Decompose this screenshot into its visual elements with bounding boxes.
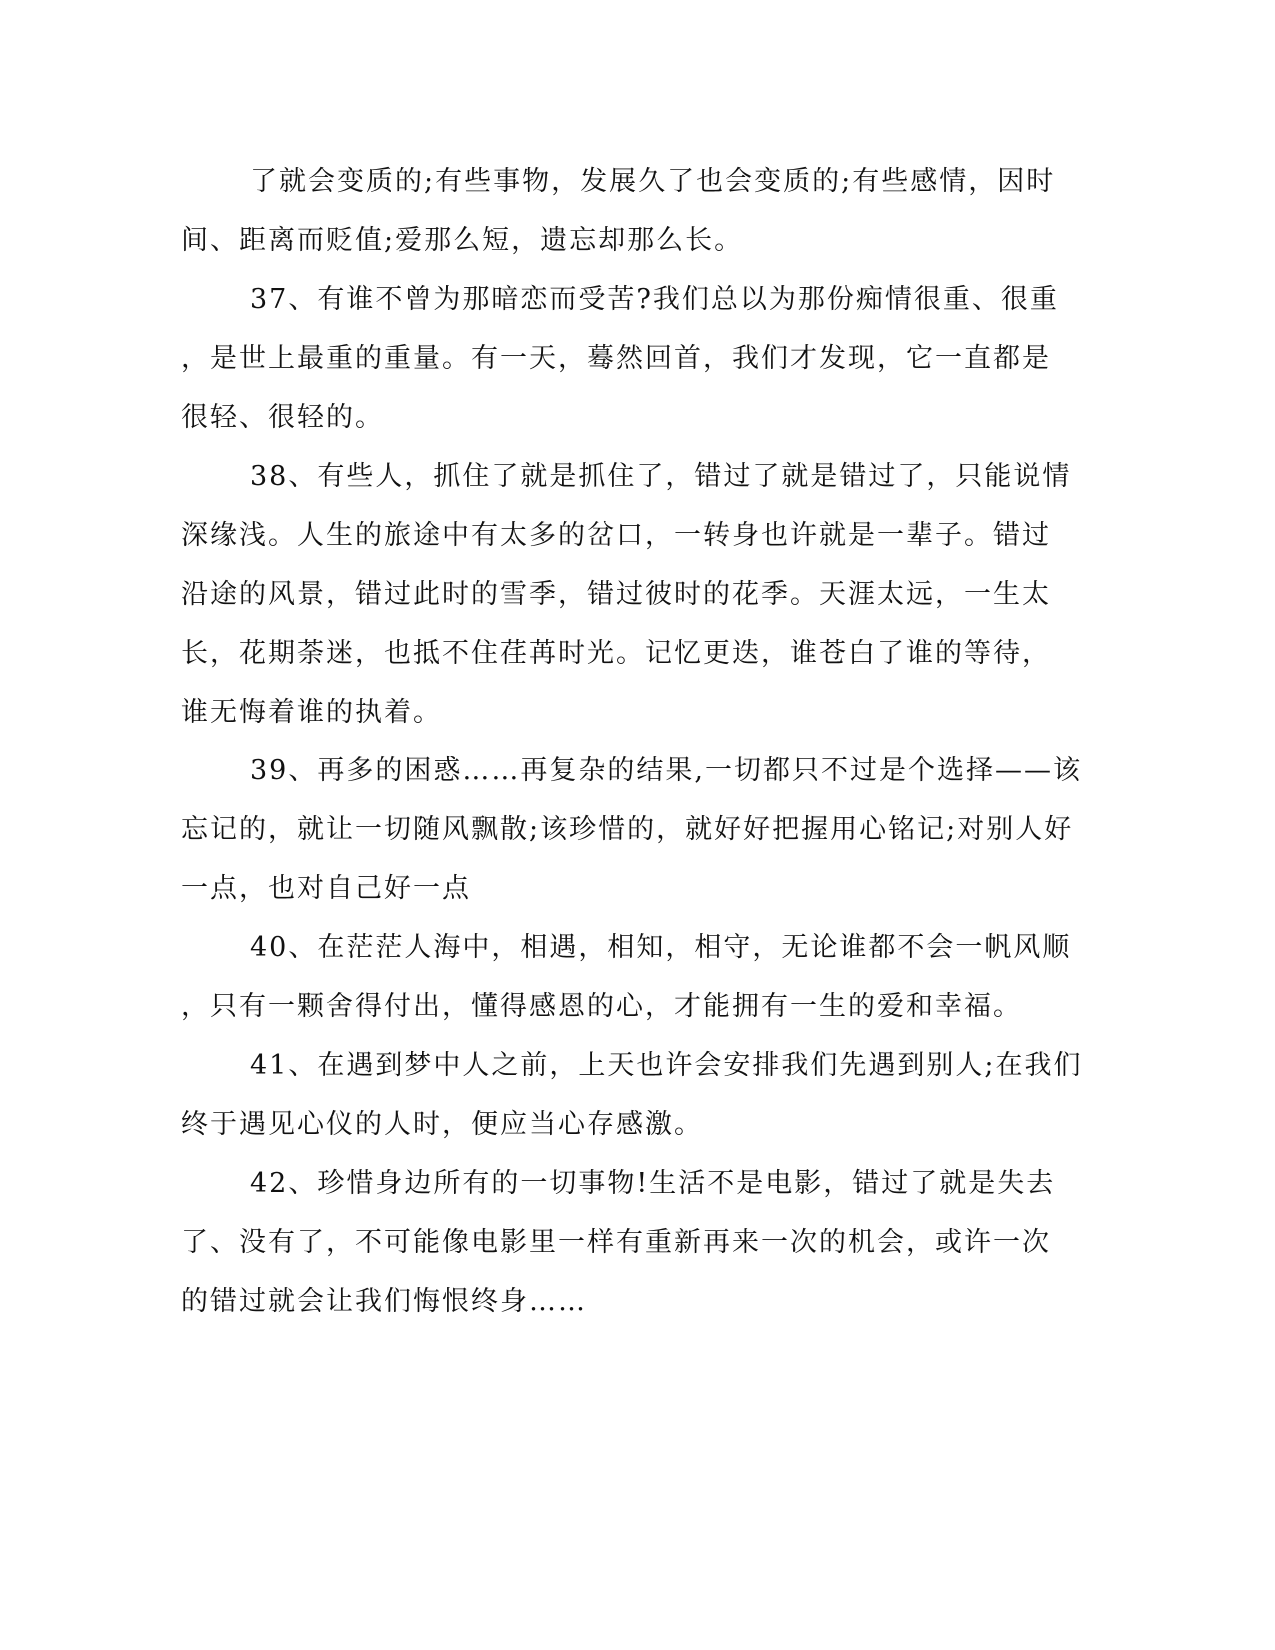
text-line: 沿途的风景，错过此时的雪季，错过彼时的花季。天涯太远，一生太 bbox=[181, 579, 1051, 610]
text-line: ，是世上最重的重量。有一天，蓦然回首，我们才发现，它一直都是 bbox=[181, 343, 1051, 374]
text-line: 了就会变质的;有些事物，发展久了也会变质的;有些感情，因时 bbox=[250, 166, 1056, 197]
text-line: 一点，也对自己好一点 bbox=[181, 873, 471, 904]
text-line: 很轻、很轻的。 bbox=[181, 402, 384, 433]
text-line: ，只有一颗舍得付出，懂得感恩的心，才能拥有一生的爱和幸福。 bbox=[181, 991, 1022, 1022]
text-line: 深缘浅。人生的旅途中有太多的岔口，一转身也许就是一辈子。错过 bbox=[181, 520, 1051, 551]
paragraph-38-line: 38、有些人，抓住了就是抓住了，错过了就是错过了，只能说情 bbox=[250, 461, 1072, 492]
text-line: 的错过就会让我们悔恨终身…… bbox=[181, 1286, 587, 1317]
text-line: 了、没有了，不可能像电影里一样有重新再来一次的机会，或许一次 bbox=[181, 1227, 1051, 1258]
text-line: 间、距离而贬值;爱那么短，遗忘却那么长。 bbox=[181, 225, 744, 256]
text-line: 长，花期荼迷，也抵不住荏苒时光。记忆更迭，谁苍白了谁的等待， bbox=[181, 638, 1051, 669]
paragraph-42-line: 42、珍惜身边所有的一切事物!生活不是电影，错过了就是失去 bbox=[250, 1168, 1056, 1199]
text-line: 忘记的，就让一切随风飘散;该珍惜的，就好好把握用心铭记;对别人好 bbox=[181, 814, 1074, 845]
paragraph-40-line: 40、在茫茫人海中，相遇，相知，相守，无论谁都不会一帆风顺 bbox=[250, 932, 1072, 963]
paragraph-39-line: 39、再多的困惑……再复杂的结果,一切都只不过是个选择——该 bbox=[250, 755, 1082, 786]
paragraph-37-line: 37、有谁不曾为那暗恋而受苦?我们总以为那份痴情很重、很重 bbox=[250, 284, 1059, 315]
paragraph-41-line: 41、在遇到梦中人之前，上天也许会安排我们先遇到别人;在我们 bbox=[250, 1050, 1083, 1081]
text-line: 终于遇见心仪的人时，便应当心存感激。 bbox=[181, 1109, 703, 1140]
text-line: 谁无悔着谁的执着。 bbox=[181, 697, 442, 728]
